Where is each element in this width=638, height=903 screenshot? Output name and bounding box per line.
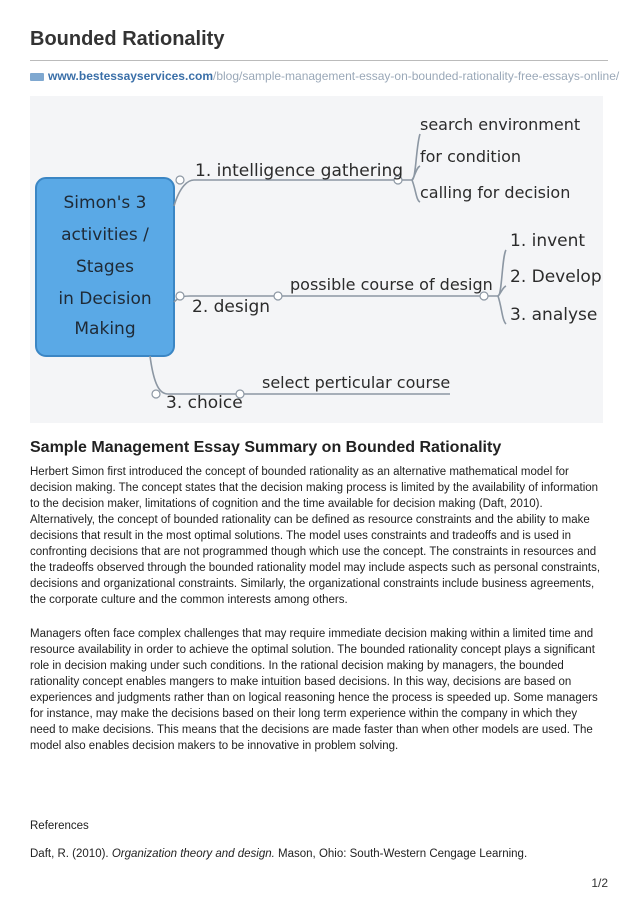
center-line-4: in Decision bbox=[58, 289, 152, 309]
child-search-environment: search environment bbox=[420, 115, 581, 134]
page-title: Bounded Rationality bbox=[30, 28, 225, 50]
paragraph-1: Herbert Simon first introduced the concept of bounded rationality as an alternative mathematical model for decision making. The concept states that the decision making process is limited by the availability of information to the decision maker, limitations of cognition and the time available for decision making (Daft, 2010). Alternatively, the concept of bounded rationality can be defined as resource constraints and the ability to make decisions that result in the most optimal solutions. The model uses constraints and tradeoffs and is used in confronting decisions that are not programmed though which use the concept. The constraints in resources and the tradeoffs observed through the bounded rationality model may include aspects such as personal constraints, decisions and organizational constraints. Similarly, the organizational constraints include business agreements, the corporate culture and the common interests among others. bbox=[30, 466, 601, 606]
reference-authors: Daft, R. (2010). bbox=[30, 848, 112, 860]
reference-item bbox=[30, 848, 527, 860]
center-line-2: activities / bbox=[61, 225, 149, 245]
branch-design: 2. design bbox=[192, 297, 271, 317]
child-for-condition: for condition bbox=[420, 147, 522, 166]
paragraph-2: Managers often face complex challenges that may require immediate decision making within a limited time and resource availability in order to achieve the optimal solution. The bounded rationality concept plays a significant role in decision making under such conditions. In the rational decision making by managers, the bounded rationality concept enables mangers to make intuition based decisions. In this way, decisions are based on experiences and judgments rather than on logical reasoning hence the process is speeded up. Some managers for instance, may make the decisions based on their long term experience within the company in which they need to make decisions. This means that the decisions are made faster than when other models are used. The model also enables decision makers to be innovative in problem solving. bbox=[30, 628, 598, 752]
child-invent: 1. invent bbox=[510, 231, 586, 251]
references-heading: References bbox=[30, 820, 89, 832]
mind-map-image bbox=[30, 96, 603, 423]
child-select-course: select perticular course bbox=[262, 373, 451, 392]
center-line-3: Stages bbox=[76, 257, 134, 277]
center-line-1: Simon's 3 bbox=[63, 193, 147, 213]
source-url[interactable] bbox=[30, 69, 619, 83]
branch-intelligence: 1. intelligence gathering bbox=[195, 161, 404, 181]
child-analyse: 3. analyse bbox=[510, 305, 598, 325]
mid-possible-course: possible course of design bbox=[290, 275, 493, 294]
child-calling-for-decision: calling for decision bbox=[420, 183, 571, 202]
reference-publisher: Mason, Ohio: South-Western Cengage Learning. bbox=[274, 848, 528, 860]
title-divider bbox=[30, 60, 608, 61]
center-line-5: Making bbox=[74, 319, 136, 339]
reference-book-title: Organization theory and design. bbox=[111, 848, 275, 860]
link-icon bbox=[30, 73, 44, 81]
url-path[interactable]: /blog/sample-management-essay-on-bounded-rationality-free-essays-online/ bbox=[213, 69, 620, 83]
child-develop: 2. Develop bbox=[510, 267, 602, 287]
branch-choice: 3. choice bbox=[166, 393, 243, 413]
url-domain[interactable]: www.bestessayservices.com bbox=[48, 69, 213, 83]
page-number: 1/2 bbox=[591, 876, 608, 890]
article-heading: Sample Management Essay Summary on Bounded Rationality bbox=[30, 439, 502, 456]
